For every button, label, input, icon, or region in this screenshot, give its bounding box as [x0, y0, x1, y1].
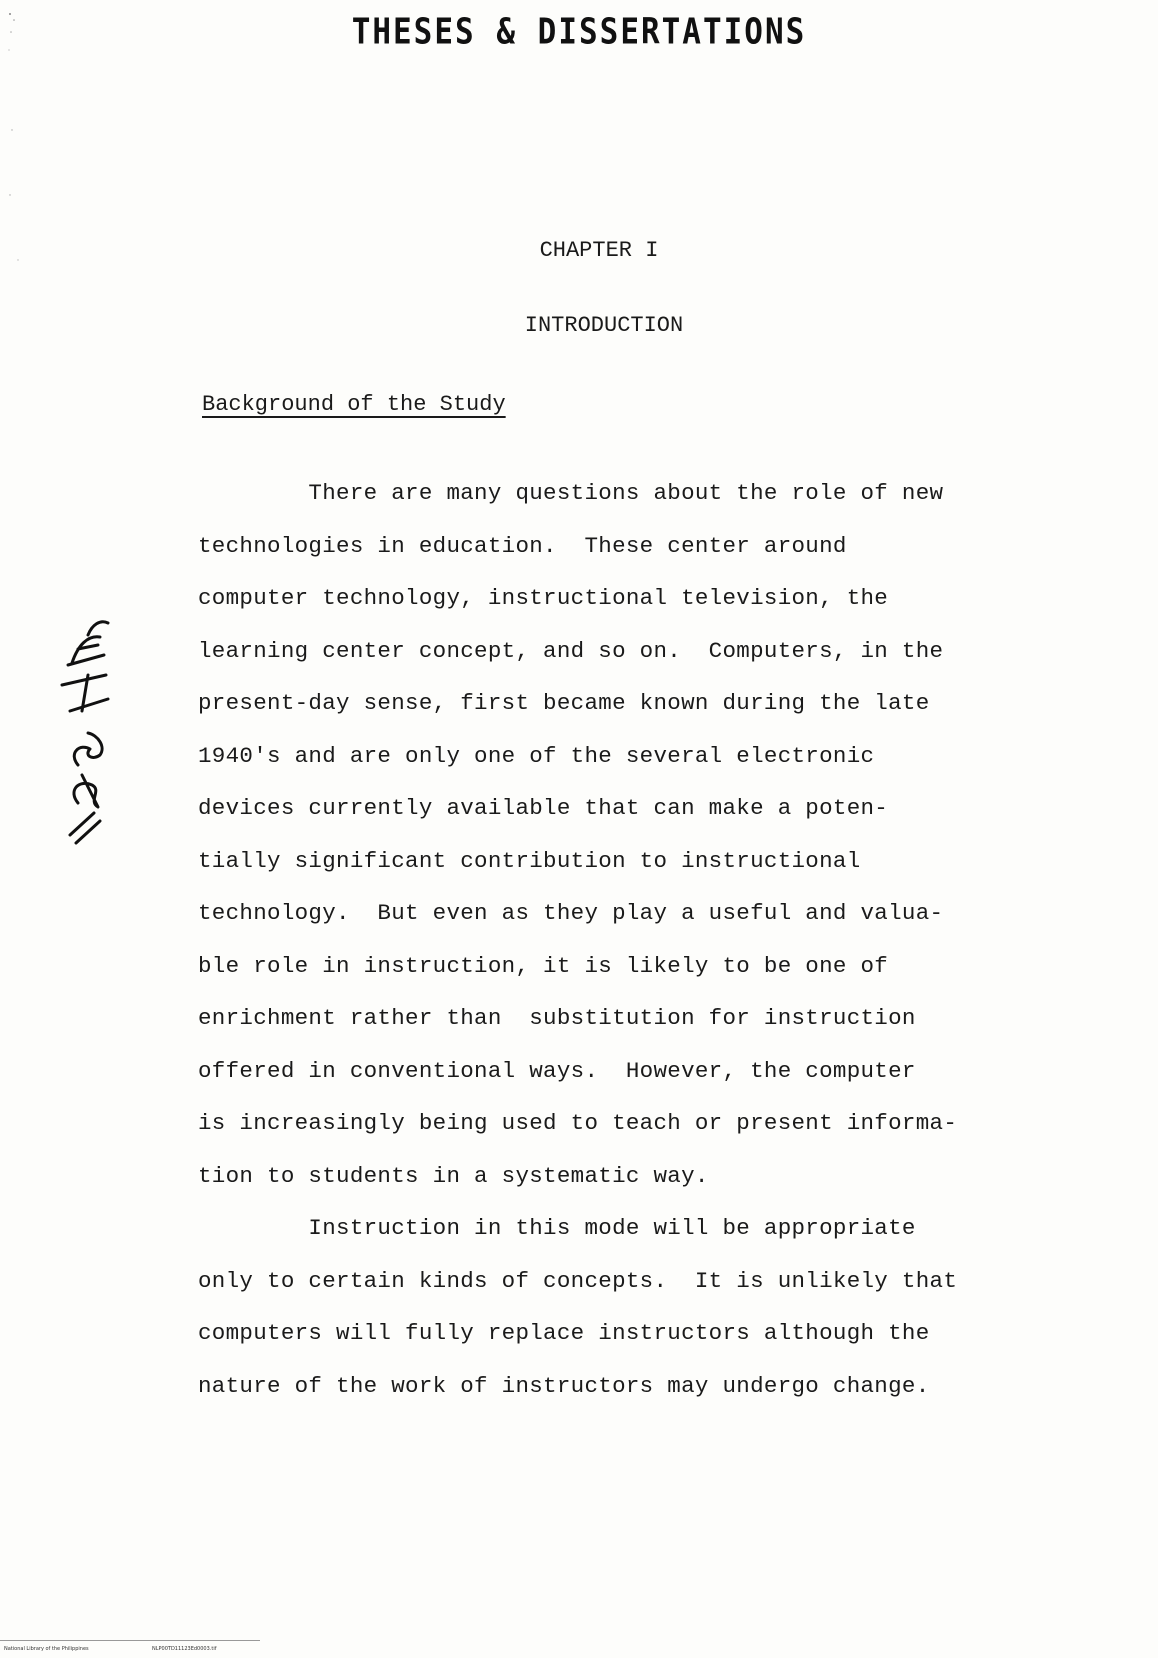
body-line: There are many questions about the role of new [198, 480, 944, 506]
body-line: present-day sense, first became known during the late [198, 690, 930, 716]
archive-stamp: THESES & DISSERTATIONS [351, 11, 807, 53]
body-line: Instruction in this mode will be appropriate [198, 1215, 916, 1241]
body-line: tially significant contribution to instructional [198, 847, 861, 874]
body-line: devices currently available that can make a poten- [198, 795, 889, 821]
section-heading: Background of the Study [202, 392, 506, 417]
body-line: enrichment rather than substitution for instruction [198, 1005, 916, 1031]
body-paragraphs [198, 467, 1078, 1412]
chapter-title: INTRODUCTION [524, 313, 684, 338]
footer-file-code: NLP00TD11123Ed0003.tif [152, 1646, 217, 1652]
body-line: nature of the work of instructors may undergo change. [198, 1372, 930, 1399]
chapter-number: CHAPTER I [539, 238, 659, 263]
body-line: tion to students in a systematic way. [198, 1162, 709, 1189]
body-line: is increasingly being used to teach or present informa- [198, 1110, 958, 1136]
body-line: learning center concept, and so on. Computers, in the [198, 637, 944, 664]
body-line: computers will fully replace instructors although the [198, 1320, 930, 1346]
body-line: computer technology, instructional television, the [198, 585, 889, 611]
body-line: 1940's and are only one of the several electronic [198, 742, 875, 769]
body-line: offered in conventional ways. However, the computer [198, 1057, 916, 1084]
handwriting-drawing [48, 615, 128, 845]
handwritten-call-number [48, 615, 128, 845]
footer-divider [0, 1640, 260, 1641]
footer-library: National Library of the Philippines [4, 1646, 89, 1652]
scan-artifacts [6, 10, 26, 310]
body-line: technology. But even as they play a useful and valua- [198, 900, 944, 926]
body-line: technologies in education. These center around [198, 532, 847, 559]
body-line: only to certain kinds of concepts. It is unlikely that [198, 1267, 958, 1294]
body-line: ble role in instruction, it is likely to be one of [198, 952, 889, 979]
